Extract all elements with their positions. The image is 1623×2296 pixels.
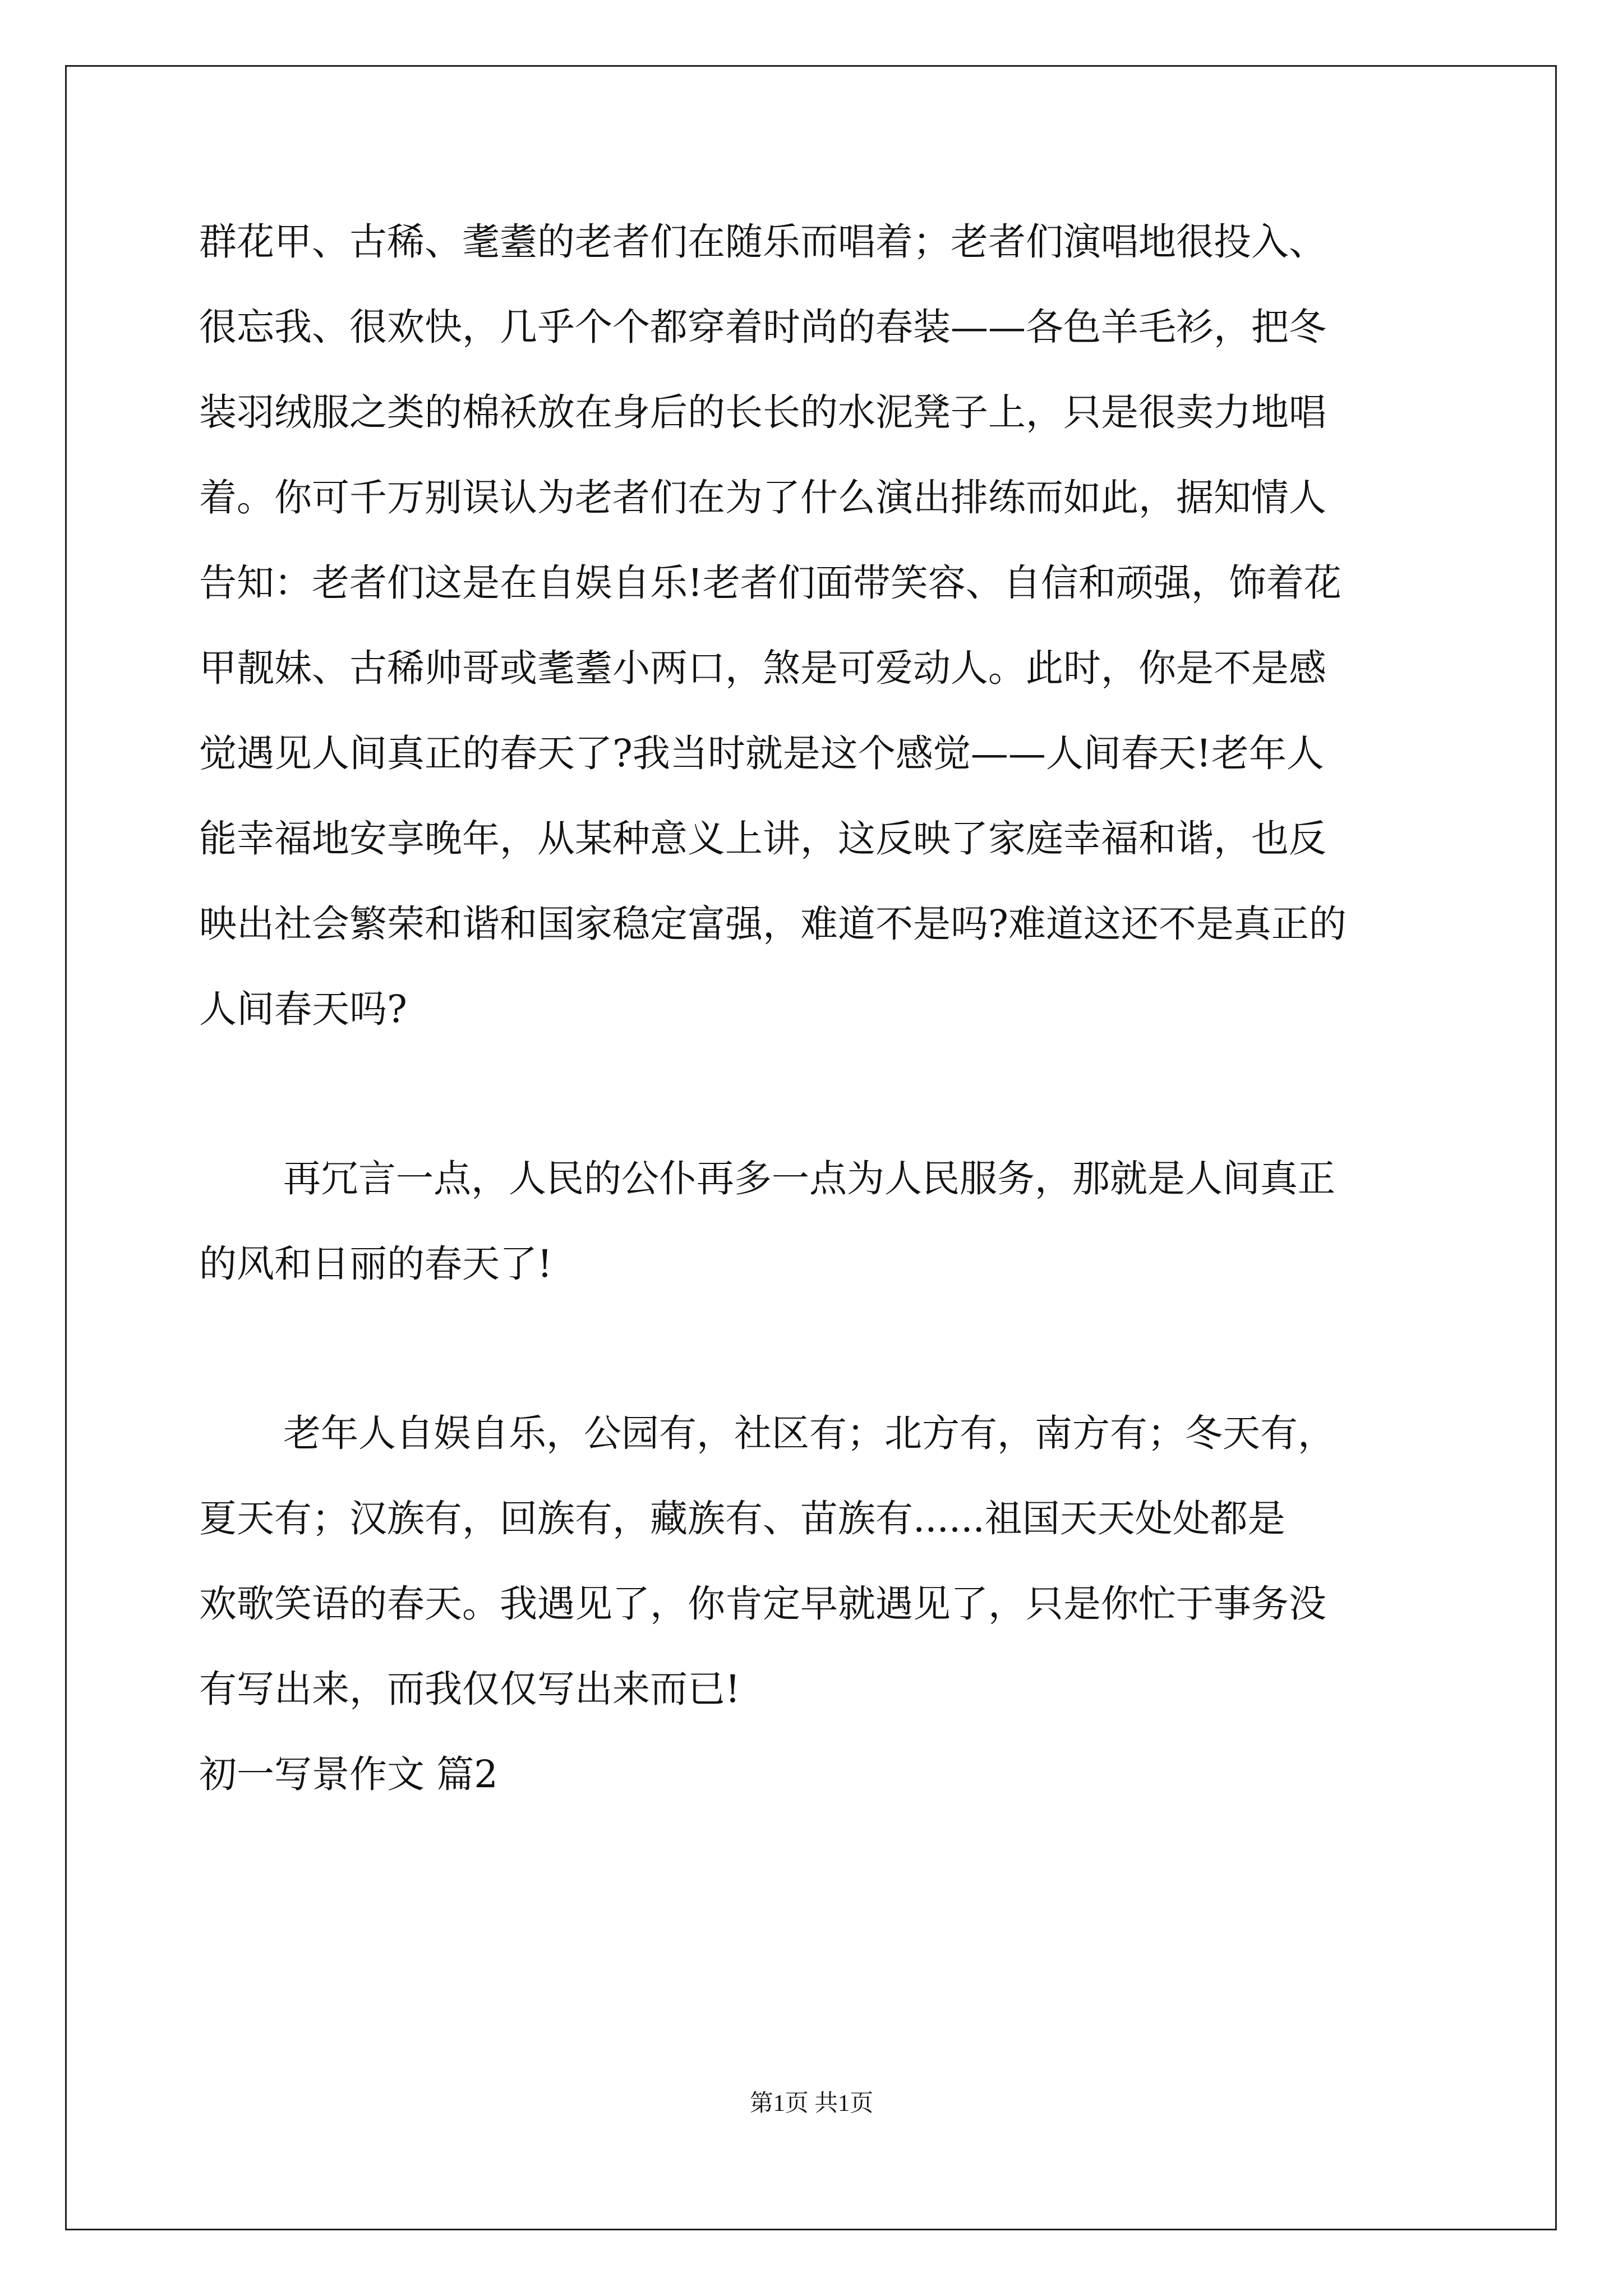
paragraph-3	[199, 1391, 1427, 1732]
text-line: 群花甲、古稀、耄耋的老者们在随乐而唱着；老者们演唱地很投入、	[199, 220, 1326, 264]
paragraph-1	[199, 199, 1427, 1052]
page-footer: 第1页 共1页	[749, 2091, 874, 2116]
text-line: 很忘我、很欢快，几乎个个都穿着时尚的春装——各色羊毛衫，把冬	[199, 305, 1326, 349]
paragraph-spacer	[199, 1306, 1427, 1391]
text-line: 着。你可千万别误认为老者们在为了什么演出排练而如此，据知情人	[199, 476, 1326, 519]
paragraph-spacer	[199, 1052, 1427, 1136]
text-line: 欢歌笑语的春天。我遇见了，你肯定早就遇见了，只是你忙于事务没	[199, 1582, 1326, 1626]
document-body	[199, 199, 1427, 1817]
text-line: 映出社会繁荣和谐和国家稳定富强，难道不是吗?难道这还不是真正的	[199, 902, 1347, 946]
text-line: 装羽绒服之类的棉袄放在身后的长长的水泥凳子上，只是很卖力地唱	[199, 390, 1326, 434]
text-line: 的风和日丽的春天了!	[199, 1242, 552, 1286]
text-line: 能幸福地安享晚年，从某种意义上讲，这反映了家庭幸福和谐，也反	[199, 817, 1326, 861]
paragraph-2	[199, 1136, 1427, 1306]
text-line: 觉遇见人间真正的春天了?我当时就是这个感觉——人间春天!老年人	[199, 731, 1324, 775]
text-line: 人间春天吗?	[199, 987, 407, 1031]
text-line: 甲靓妹、古稀帅哥或耄耋小两口，煞是可爱动人。此时，你是不是感	[199, 646, 1326, 690]
text-line: 夏天有；汉族有，回族有，藏族有、苗族有......祖国天天处处都是	[199, 1497, 1285, 1540]
section-heading: 初一写景作文 篇2	[199, 1752, 498, 1796]
text-line: 告知：老者们这是在自娱自乐!老者们面带笑容、自信和顽强，饰着花	[199, 561, 1341, 605]
text-line: 老年人自娱自乐，公园有，社区有；北方有，南方有；冬天有，	[283, 1411, 1335, 1455]
text-line: 再冗言一点，人民的公仆再多一点为人民服务，那就是人间真正	[283, 1157, 1335, 1200]
text-line: 有写出来，而我仅仅写出来而已!	[199, 1667, 740, 1711]
